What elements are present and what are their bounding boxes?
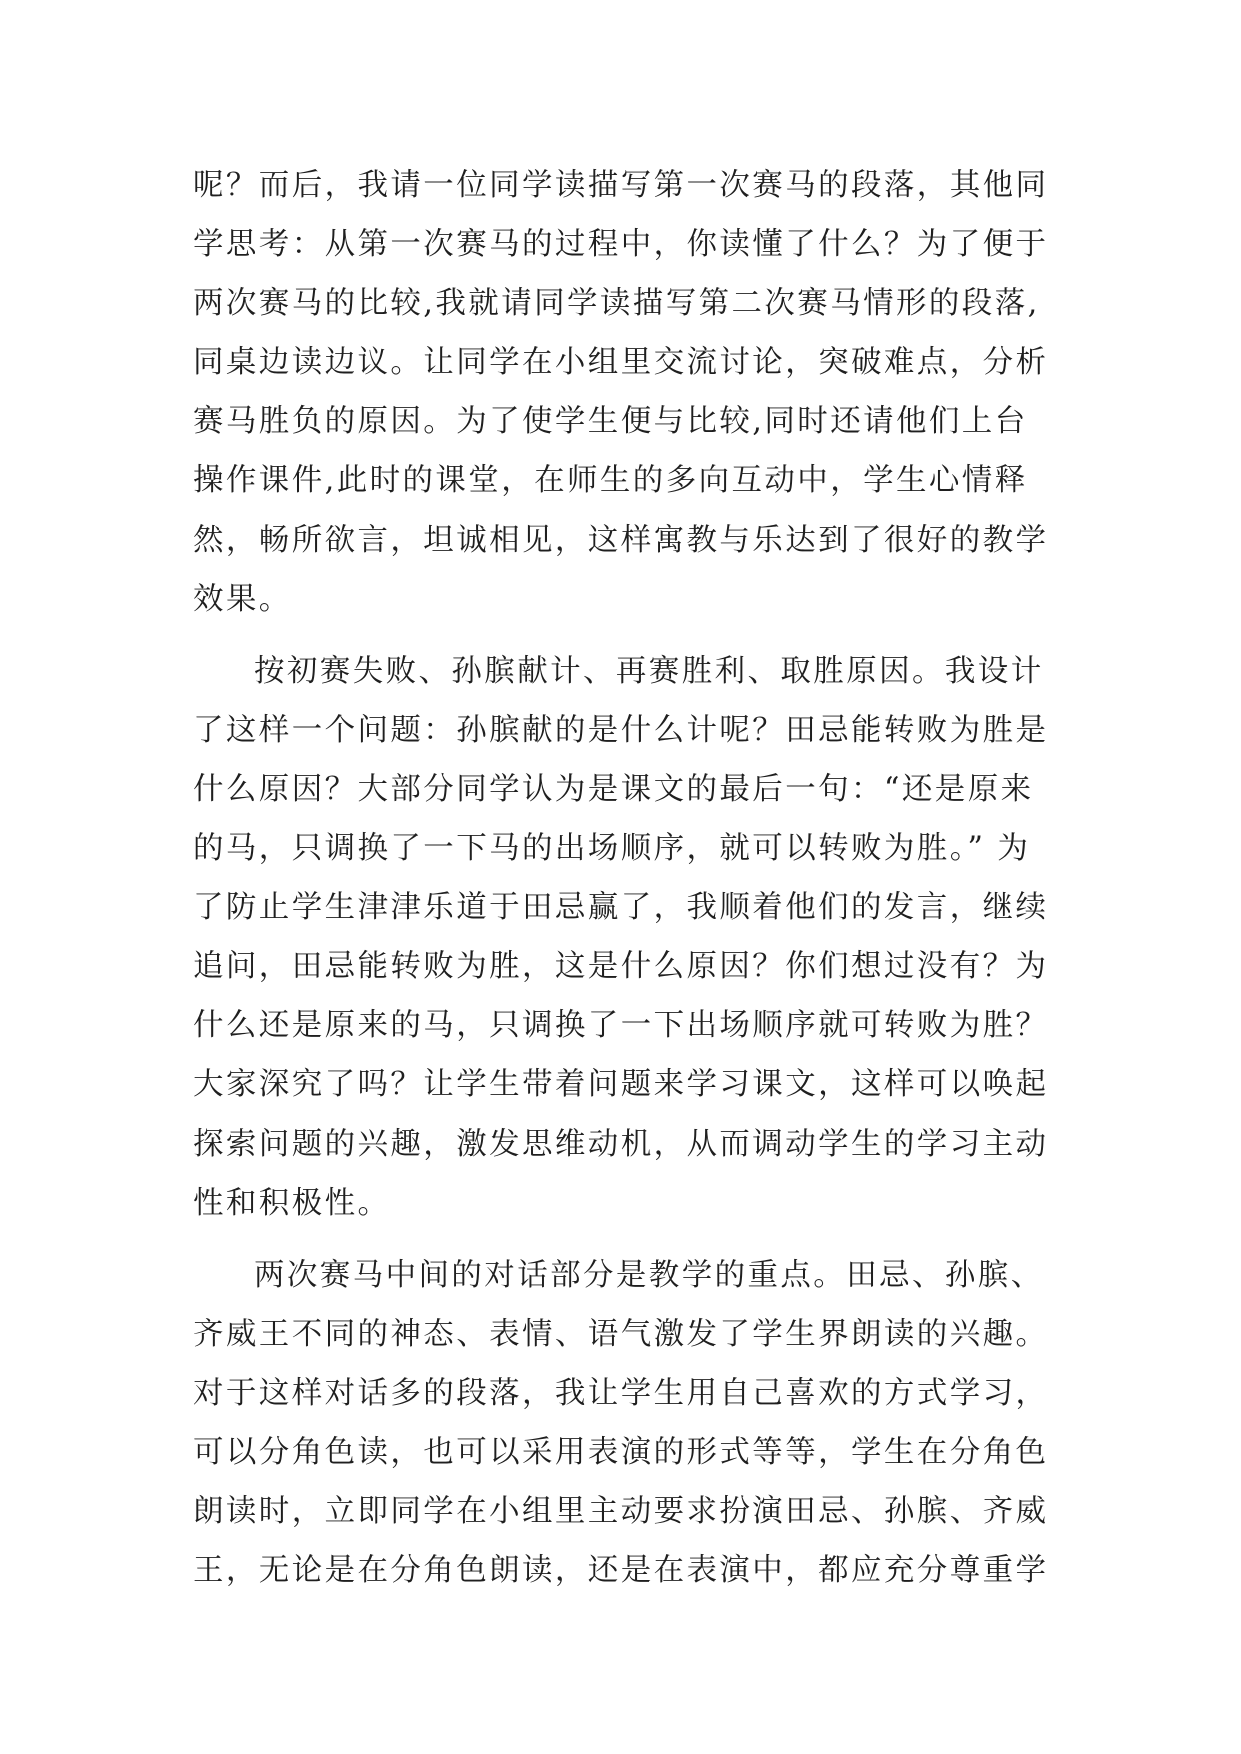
text-line: 什么原因？大部分同学认为是课文的最后一句：“还是原来 [193, 771, 1034, 807]
text-line: 追问，田忌能转败为胜，这是什么原因？你们想过没有？为 [193, 949, 1049, 985]
text-line: 呢？而后，我请一位同学读描写第一次赛马的段落，其他同 [193, 168, 1049, 203]
text-line: 探索问题的兴趣，激发思维动机，从而调动学生的学习主动 [193, 1126, 1049, 1162]
text-line-indented: 按初赛失败、孙膑献计、再赛胜利、取胜原因。我设计 [254, 653, 1044, 689]
document-body [193, 156, 1053, 1600]
paragraph-spacing [193, 629, 1053, 642]
text-line: 对于这样对话多的段落，我让学生用自己喜欢的方式学习， [193, 1375, 1049, 1411]
text-line: 两次赛马的比较,我就请同学读描写第二次赛马情形的段落, [193, 286, 1040, 322]
paragraph-3 [193, 1246, 1053, 1601]
paragraph-2 [193, 642, 1053, 1233]
text-line: 了防止学生津津乐道于田忌赢了，我顺着他们的发言，继续 [193, 890, 1049, 926]
paragraph-1 [193, 156, 1053, 629]
text-line: 齐威王不同的神态、表情、语气激发了学生界朗读的兴趣。 [193, 1316, 1049, 1352]
text-line: 同桌边读边议。让同学在小组里交流讨论，突破难点，分析 [193, 345, 1049, 381]
text-line: 王，无论是在分角色朗读，还是在表演中，都应充分尊重学 [193, 1553, 1049, 1589]
text-line: 大家深究了吗？让学生带着问题来学习课文，这样可以唤起 [193, 1067, 1049, 1103]
text-line: 操作课件,此时的课堂，在师生的多向互动中，学生心情释 [193, 463, 1028, 499]
text-line: 了这样一个问题：孙膑献的是什么计呢？田忌能转败为胜是 [193, 712, 1049, 748]
text-line: 什么还是原来的马，只调换了一下出场顺序就可转败为胜？ [193, 1008, 1049, 1044]
text-line: 赛马胜负的原因。为了使学生便与比较,同时还请他们上台 [193, 404, 1028, 440]
text-line: 性和积极性。 [193, 1185, 391, 1221]
paragraph-spacing [193, 1233, 1053, 1246]
text-line: 然，畅所欲言，坦诚相见，这样寓教与乐达到了很好的教学 [193, 522, 1049, 558]
text-line: 效果。 [193, 581, 292, 617]
text-line-indented: 两次赛马中间的对话部分是教学的重点。田忌、孙膑、 [254, 1257, 1044, 1293]
text-line: 可以分角色读，也可以采用表演的形式等等，学生在分角色 [193, 1434, 1049, 1470]
text-line: 的马，只调换了一下马的出场顺序，就可以转败为胜。” 为 [193, 831, 1031, 867]
text-line: 朗读时，立即同学在小组里主动要求扮演田忌、孙膑、齐威 [193, 1494, 1049, 1530]
text-line: 学思考：从第一次赛马的过程中，你读懂了什么？为了便于 [193, 227, 1049, 263]
